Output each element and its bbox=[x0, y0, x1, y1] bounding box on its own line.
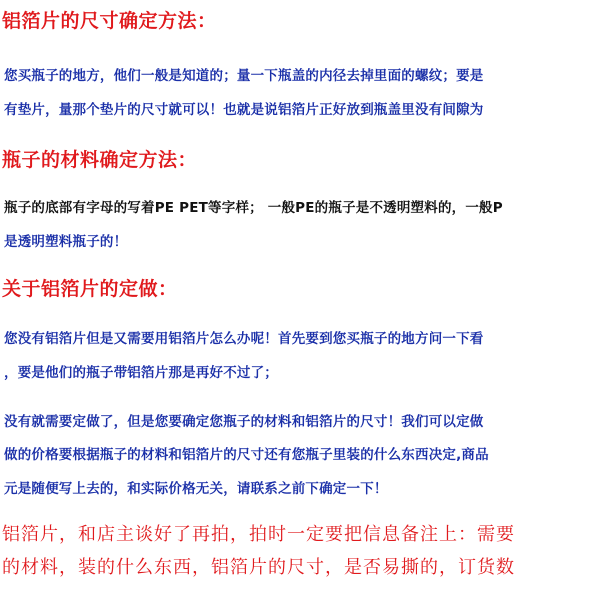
heading-size-method: 铝箔片的尺寸确定方法： bbox=[2, 10, 217, 32]
custom-order-line-4: 做的价格要根据瓶子的材料和铝箔片的尺寸还有您瓶子里装的什么东西决定,商品 bbox=[4, 447, 489, 463]
custom-order-line-1: 您没有铝箔片但是又需要用铝箔片怎么办呢！首先要到您买瓶子的地方问一下看 bbox=[4, 331, 484, 347]
material-method-line-1: 瓶子的底部有字母的写着PE PET等字样； 一般PE的瓶子是不透明塑料的，一般P bbox=[4, 200, 503, 216]
material-method-line-2: 是透明塑料瓶子的！ bbox=[4, 234, 128, 250]
notice-line-1: 铝箔片，和店主谈好了再拍，拍时一定要把信息备注上：需要 bbox=[2, 524, 515, 545]
custom-order-line-3: 没有就需要定做了，但是您要确定您瓶子的材料和铝箔片的尺寸！我们可以定做 bbox=[4, 414, 484, 430]
size-method-line-1: 您买瓶子的地方，他们一般是知道的；量一下瓶盖的内径去掉里面的螺纹；要是 bbox=[4, 68, 484, 84]
custom-order-line-2: ，要是他们的瓶子带铝箔片那是再好不过了； bbox=[4, 365, 278, 381]
size-method-line-2: 有垫片，量那个垫片的尺寸就可以！也就是说铝箔片正好放到瓶盖里没有间隙为 bbox=[4, 102, 484, 118]
heading-custom-order: 关于铝箔片的定做： bbox=[2, 278, 178, 300]
custom-order-line-5: 元是随便写上去的，和实际价格无关，请联系之前下确定一下！ bbox=[4, 481, 388, 497]
heading-material-method: 瓶子的材料确定方法： bbox=[2, 149, 198, 171]
notice-line-2: 的材料，装的什么东西，铝箔片的尺寸，是否易撕的，订货数 bbox=[2, 557, 515, 578]
